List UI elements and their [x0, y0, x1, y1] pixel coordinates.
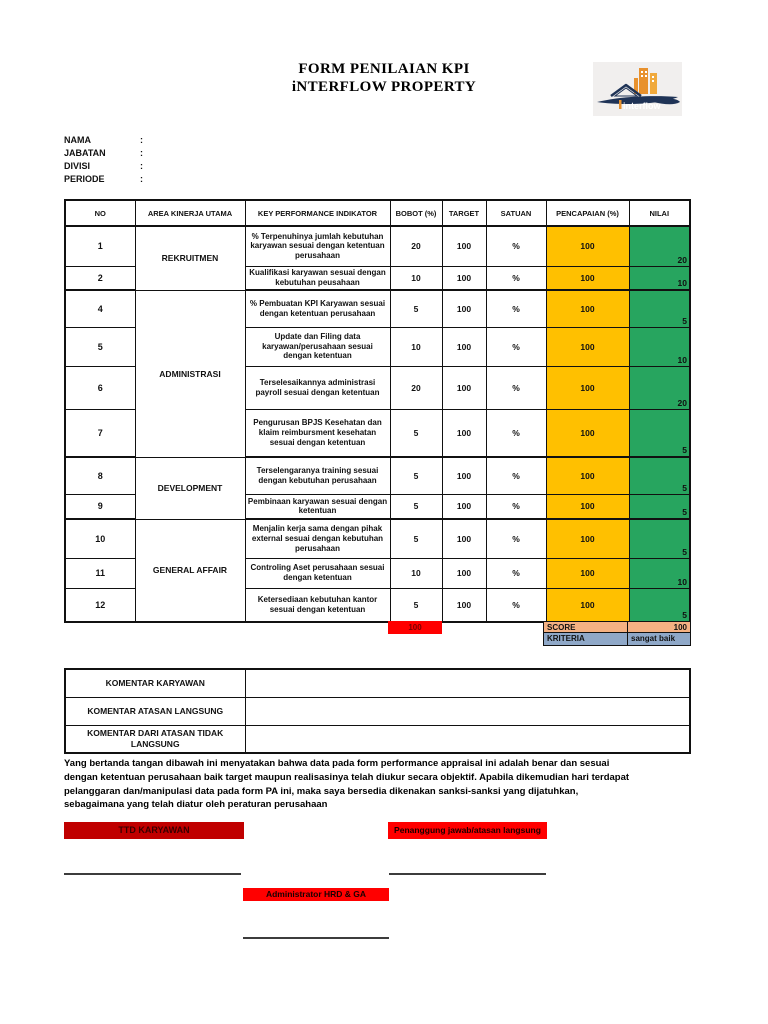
cell-target: 100: [442, 519, 486, 558]
cell-pencapaian: 100: [546, 366, 629, 409]
comment-value-field: [245, 725, 690, 753]
table-row: [65, 519, 690, 558]
administrator-hrd-banner: Administrator HRD & GA: [243, 888, 389, 901]
signature-line-administrator: [243, 937, 389, 939]
cell-kpi: Update dan Filing data karyawan/perusahaan sesuai dengan ketentuan: [245, 327, 390, 366]
info-row-jabatan: [64, 147, 150, 160]
cell-kpi: Terselesaikannya administrasi payroll sesuai dengan ketentuan: [245, 366, 390, 409]
declaration-line: Yang bertanda tangan dibawah ini menyatakan bahwa data pada form performance appraisal ini adalah benar dan sesuai: [64, 758, 610, 769]
info-row-divisi: [64, 160, 150, 173]
cell-bobot: 5: [390, 588, 442, 622]
cell-bobot: 20: [390, 226, 442, 266]
cell-satuan: %: [486, 494, 546, 519]
cell-kpi: Ketersediaan kebutuhan kantor sesuai dengan ketentuan: [245, 588, 390, 622]
col-header-nilai: NILAI: [629, 200, 690, 226]
col-header-no: NO: [65, 200, 135, 226]
info-colon: :: [140, 174, 143, 184]
col-header-kpi: KEY PERFORMANCE INDIKATOR: [245, 200, 390, 226]
total-bobot-cell: 100: [388, 621, 442, 634]
area-group-administrasi: ADMINISTRASI: [135, 290, 245, 457]
cell-kpi: Terselengaranya training sesuai dengan kebutuhan perusahaan: [245, 457, 390, 494]
kriteria-label: KRITERIA: [543, 632, 628, 646]
cell-kpi: % Terpenuhinya jumlah kebutuhan karyawan sesuai dengan ketentuan perusahaan: [245, 226, 390, 266]
cell-bobot: 5: [390, 519, 442, 558]
cell-nilai: 20: [629, 366, 690, 409]
col-header-bobot: BOBOT (%): [390, 200, 442, 226]
cell-pencapaian: 100: [546, 457, 629, 494]
info-label: NAMA: [64, 135, 91, 145]
comment-label: KOMENTAR KARYAWAN: [65, 669, 245, 697]
interflow-logo-icon: [593, 62, 682, 116]
cell-satuan: %: [486, 327, 546, 366]
cell-nilai: 5: [629, 588, 690, 622]
comment-label: KOMENTAR ATASAN LANGSUNG: [65, 697, 245, 725]
cell-no: 10: [65, 519, 135, 558]
cell-satuan: %: [486, 558, 546, 588]
cell-no: 12: [65, 588, 135, 622]
score-label: SCORE: [543, 621, 628, 633]
info-label: JABATAN: [64, 148, 106, 158]
cell-satuan: %: [486, 588, 546, 622]
col-header-pencapaian: PENCAPAIAN (%): [546, 200, 629, 226]
cell-no: 11: [65, 558, 135, 588]
declaration-line: sebagaimana yang telah diatur oleh peraturan perusahaan: [64, 799, 328, 811]
cell-target: 100: [442, 226, 486, 266]
cell-target: 100: [442, 409, 486, 457]
declaration-paragraph: [64, 757, 704, 812]
cell-satuan: %: [486, 226, 546, 266]
cell-kpi: Controling Aset perusahaan sesuai dengan ketentuan: [245, 558, 390, 588]
kpi-table: [64, 199, 691, 623]
employee-info-block: [64, 134, 150, 186]
cell-pencapaian: 100: [546, 266, 629, 290]
cell-nilai: 20: [629, 226, 690, 266]
cell-nilai: 10: [629, 558, 690, 588]
area-group-development: DEVELOPMENT: [135, 457, 245, 519]
cell-no: 5: [65, 327, 135, 366]
comment-value-field: [245, 669, 690, 697]
info-label: PERIODE: [64, 174, 105, 184]
comment-row-atasan-langsung: [65, 697, 690, 725]
signature-line-karyawan: [64, 873, 241, 875]
info-colon: :: [140, 148, 143, 158]
signature-line-penanggung: [389, 873, 546, 875]
cell-nilai: 5: [629, 457, 690, 494]
comment-row-karyawan: [65, 669, 690, 697]
cell-pencapaian: 100: [546, 558, 629, 588]
comment-label: KOMENTAR DARI ATASAN TIDAK LANGSUNG: [65, 725, 245, 753]
info-label: DIVISI: [64, 161, 91, 171]
cell-satuan: %: [486, 519, 546, 558]
col-header-target: TARGET: [442, 200, 486, 226]
company-logo: [593, 62, 682, 116]
cell-nilai: 10: [629, 327, 690, 366]
cell-bobot: 10: [390, 266, 442, 290]
penanggung-jawab-banner: Penanggung jawab/atasan langsung: [388, 822, 547, 839]
cell-no: 4: [65, 290, 135, 327]
kpi-header-row: [65, 200, 690, 226]
cell-target: 100: [442, 558, 486, 588]
cell-kpi: Pengurusan BPJS Kesehatan dan klaim reimbursment kesehatan sesuai dengan ketentuan: [245, 409, 390, 457]
cell-nilai: 5: [629, 290, 690, 327]
cell-pencapaian: 100: [546, 409, 629, 457]
table-row: [65, 226, 690, 266]
info-row-periode: [64, 173, 150, 186]
cell-nilai: 10: [629, 266, 690, 290]
cell-bobot: 20: [390, 366, 442, 409]
info-row-nama: [64, 134, 150, 147]
cell-nilai: 5: [629, 409, 690, 457]
cell-target: 100: [442, 366, 486, 409]
table-row: [65, 290, 690, 327]
cell-kpi: Pembinaan karyawan sesuai dengan ketentuan: [245, 494, 390, 519]
col-header-area: AREA KINERJA UTAMA: [135, 200, 245, 226]
cell-pencapaian: 100: [546, 519, 629, 558]
comments-table: [64, 668, 691, 754]
cell-pencapaian: 100: [546, 226, 629, 266]
svg-text:interflow: interflow: [623, 101, 661, 111]
cell-pencapaian: 100: [546, 290, 629, 327]
cell-bobot: 10: [390, 327, 442, 366]
ttd-karyawan-banner: TTD KARYAWAN: [64, 822, 244, 839]
cell-kpi: % Pembuatan KPI Karyawan sesuai dengan ketentuan perusahaan: [245, 290, 390, 327]
cell-no: 7: [65, 409, 135, 457]
cell-satuan: %: [486, 366, 546, 409]
kpi-table-wrap: [64, 199, 691, 623]
cell-satuan: %: [486, 409, 546, 457]
cell-target: 100: [442, 290, 486, 327]
comment-row-atasan-tidak-langsung: [65, 725, 690, 753]
cell-pencapaian: 100: [546, 327, 629, 366]
declaration-line: dengan ketentuan perusahaan baik target maupun realisasinya telah diukur secara objektif. Apabila dikemudian hari terdapat: [64, 771, 630, 783]
kriteria-value: sangat baik: [627, 632, 691, 646]
cell-no: 1: [65, 226, 135, 266]
cell-bobot: 5: [390, 290, 442, 327]
cell-no: 6: [65, 366, 135, 409]
table-row: [65, 457, 690, 494]
cell-bobot: 5: [390, 494, 442, 519]
cell-nilai: 5: [629, 519, 690, 558]
cell-kpi: Kualifikasi karyawan sesuai dengan kebutuhan peusahaan: [245, 266, 390, 290]
cell-satuan: %: [486, 266, 546, 290]
cell-bobot: 10: [390, 558, 442, 588]
cell-target: 100: [442, 266, 486, 290]
cell-target: 100: [442, 327, 486, 366]
form-title-line2: iNTERFLOW PROPERTY: [291, 79, 477, 95]
cell-target: 100: [442, 588, 486, 622]
area-group-rekruitmen: REKRUITMEN: [135, 226, 245, 290]
cell-no: 9: [65, 494, 135, 519]
cell-kpi: Menjalin kerja sama dengan pihak external sesuai dengan kebutuhan perusahaan: [245, 519, 390, 558]
cell-no: 2: [65, 266, 135, 290]
area-group-general-affair: GENERAL AFFAIR: [135, 519, 245, 622]
cell-bobot: 5: [390, 409, 442, 457]
cell-pencapaian: 100: [546, 588, 629, 622]
col-header-satuan: SATUAN: [486, 200, 546, 226]
info-colon: :: [140, 135, 143, 145]
cell-pencapaian: 100: [546, 494, 629, 519]
declaration-line: pelanggaran dan/manipulasi data pada form PA ini, maka saya bersedia dikenakan sanksi-sanksi yang dijatuhkan,: [64, 785, 579, 797]
cell-bobot: 5: [390, 457, 442, 494]
cell-satuan: %: [486, 290, 546, 327]
form-title-line1: FORM PENILAIAN KPI: [298, 61, 470, 77]
cell-target: 100: [442, 494, 486, 519]
cell-no: 8: [65, 457, 135, 494]
cell-satuan: %: [486, 457, 546, 494]
score-value: 100: [627, 621, 691, 633]
cell-target: 100: [442, 457, 486, 494]
comment-value-field: [245, 697, 690, 725]
info-colon: :: [140, 161, 143, 171]
cell-nilai: 5: [629, 494, 690, 519]
